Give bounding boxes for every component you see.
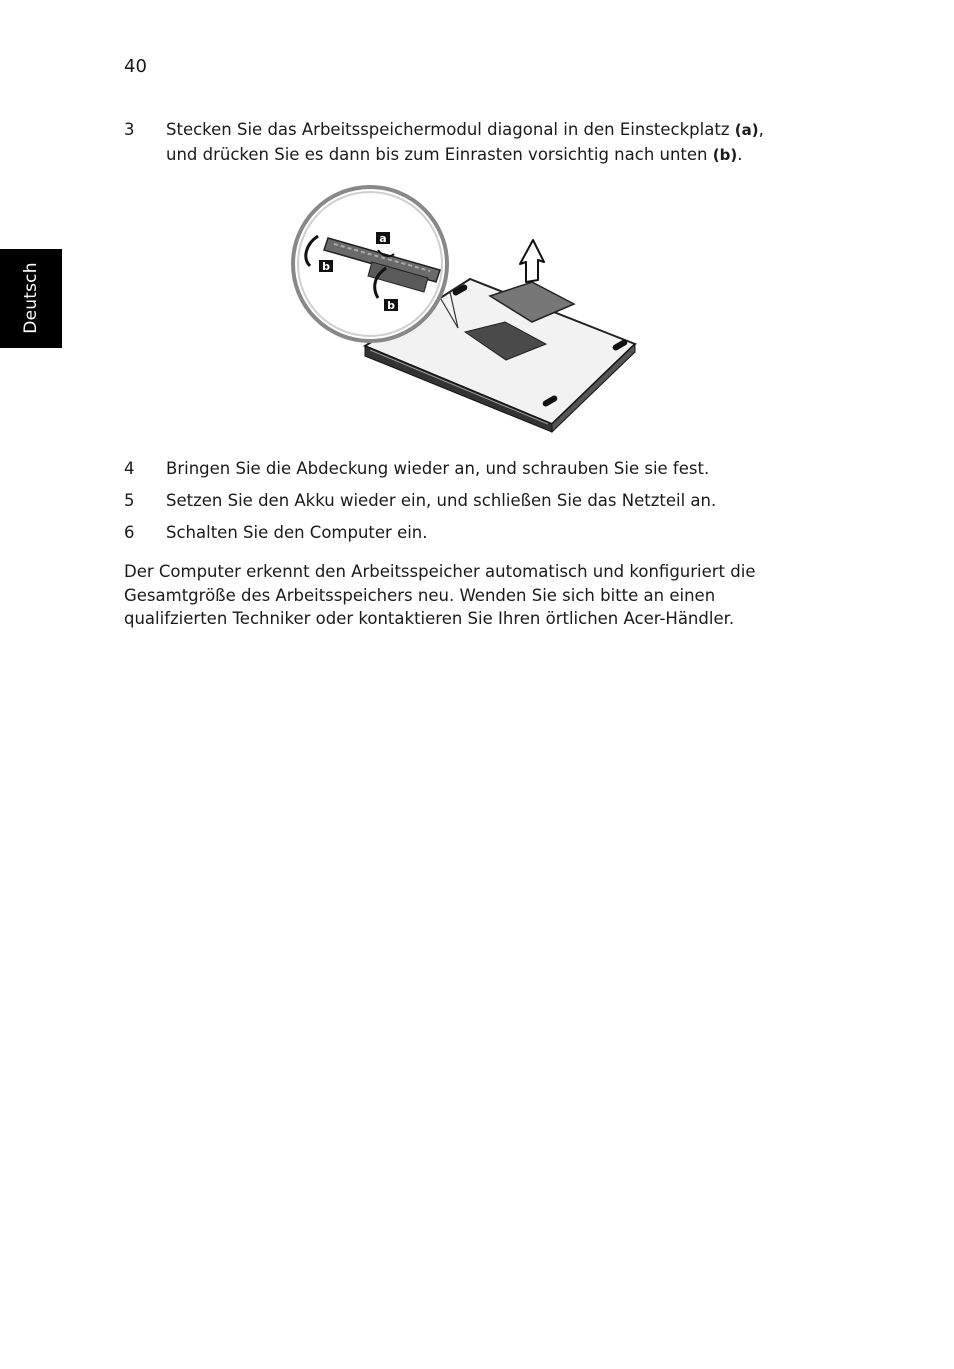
memory-install-illustration (290, 184, 650, 434)
step-text: Setzen Sie den Akku wieder ein, und schließen Sie das Netzteil an. (166, 491, 717, 510)
paragraph-line: qualifzierten Techniker oder kontaktieren Sie Ihren örtlichen Acer-Händler. (124, 609, 735, 628)
side-tab (0, 249, 62, 348)
label-a-ref: (a) (734, 121, 759, 139)
label-b-left: b (322, 260, 330, 273)
paragraph-line: Der Computer erkennt den Arbeitsspeicher automatisch und konfiguriert die (124, 562, 756, 581)
step-text (166, 118, 764, 167)
step-3-line1-end: , (758, 120, 764, 139)
step-text: Schalten Sie den Computer ein. (166, 523, 428, 542)
label-b-ref: (b) (712, 145, 738, 164)
step-number: 5 (124, 491, 135, 510)
label-b-right: b (387, 299, 395, 312)
side-tab-label: Deutsch (21, 262, 41, 334)
lift-arrow-icon (520, 240, 544, 282)
magnifier-detail (293, 187, 447, 341)
step-text: Bringen Sie die Abdeckung wieder an, und schrauben Sie sie fest. (166, 459, 710, 478)
step-number: 6 (124, 523, 135, 542)
step-3-line1: Stecken Sie das Arbeitsspeichermodul diagonal in den Einsteckplatz (166, 120, 735, 139)
step-number: 4 (124, 459, 135, 478)
paragraph-line: Gesamtgröße des Arbeitsspeichers neu. Wenden Sie sich bitte an einen (124, 585, 716, 605)
step-number: 3 (124, 120, 135, 139)
step-3-line2-end: . (737, 144, 743, 164)
step-3-line2: und drücken Sie es dann bis zum Einrasten vorsichtig nach unten (166, 144, 713, 164)
page-number: 40 (124, 56, 147, 77)
label-a: a (379, 232, 387, 245)
summary-paragraph (124, 560, 824, 631)
